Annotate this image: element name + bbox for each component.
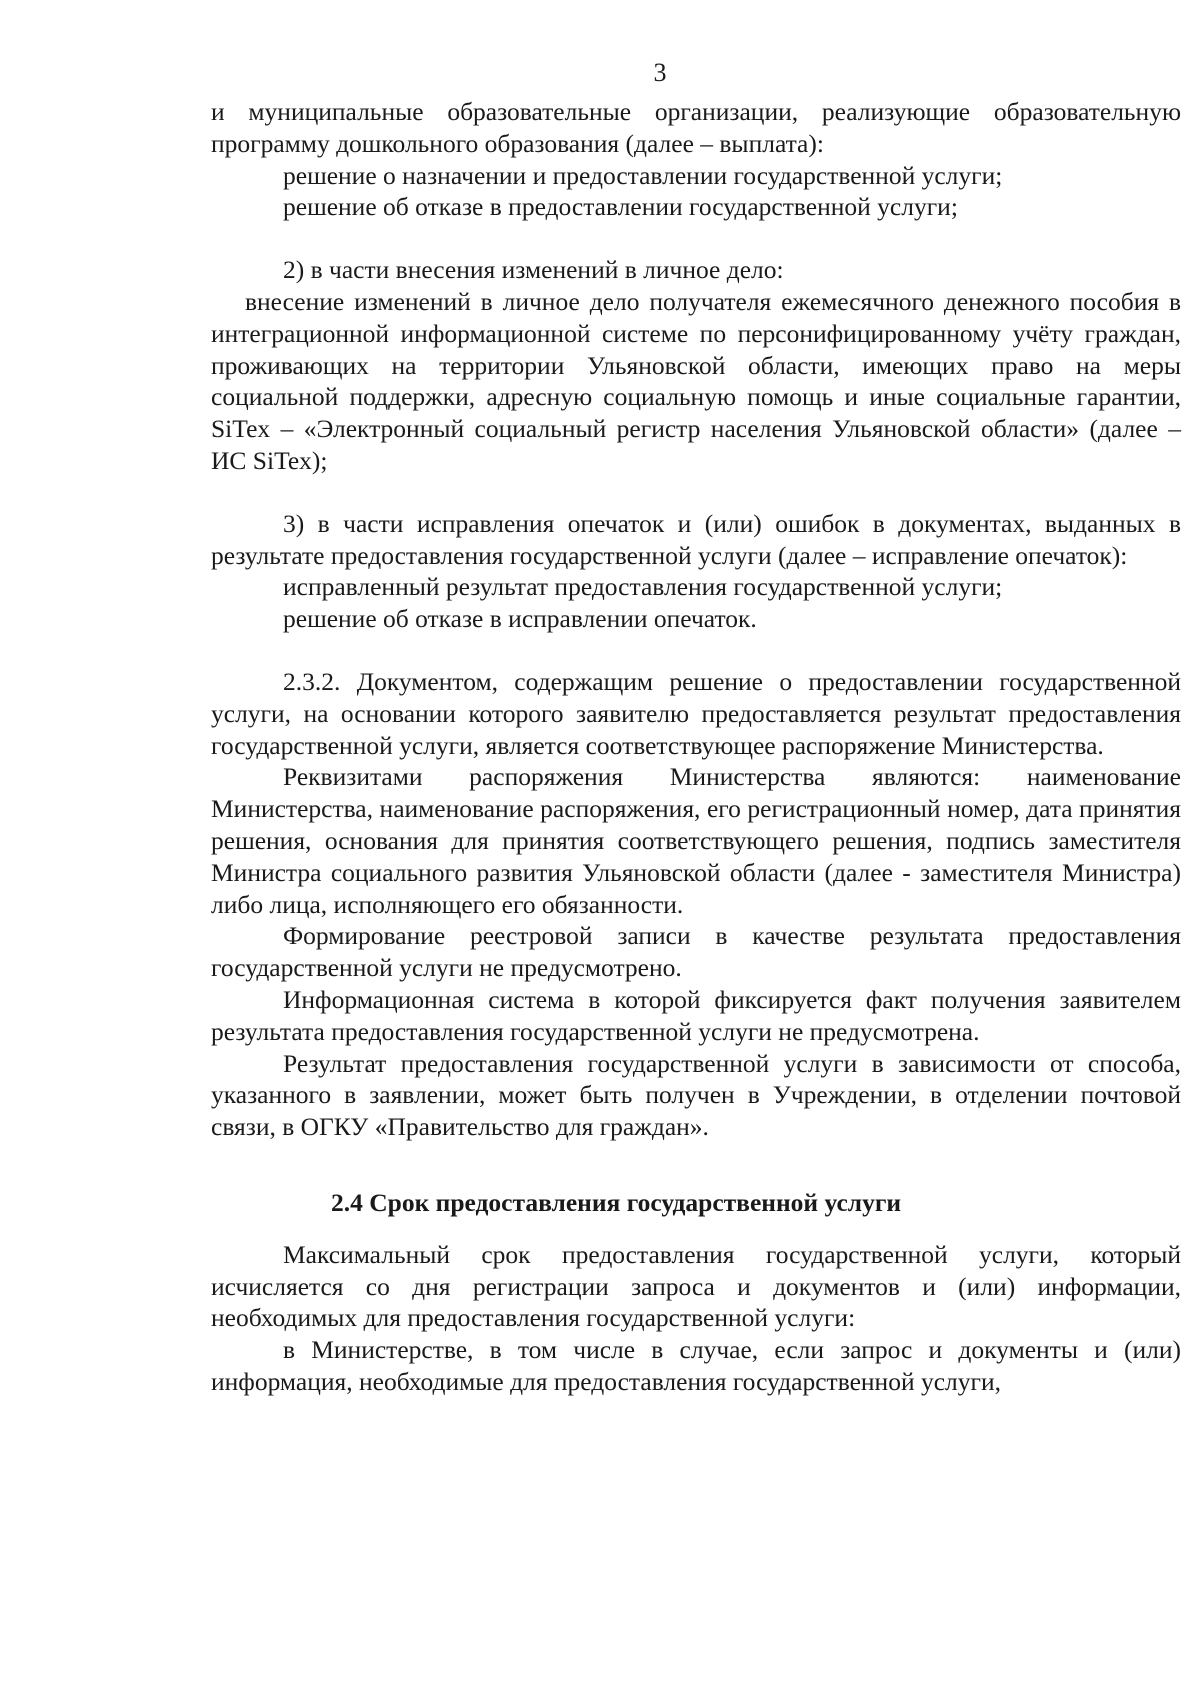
document-body <box>211 96 1181 1398</box>
page-number: 3 <box>653 58 667 87</box>
list-item: решение о назначении и предоставлении государственной услуги; <box>283 160 1003 190</box>
paragraph: в Министерстве, в том числе в случае, если запрос и документы и (или) информация, необходимые для предоставления государственной услуги, <box>211 1335 1181 1396</box>
paragraph: Результат предоставления государственной услуги в зависимости от способа, указанного в заявлении, может быть получен в Учреждении, в отделении почтовой связи, в ОГКУ «Правительство для граждан». <box>211 1048 1181 1142</box>
paragraph: и муниципальные образовательные организации, реализующие образовательную программу дошкольного образования (далее – выплата): <box>211 97 1181 158</box>
paragraph: Информационная система в которой фиксируется факт получения заявителем результата предоставления государственной услуги не предусмотрена. <box>211 984 1181 1046</box>
paragraph: внесение изменений в личное дело получателя ежемесячного денежного пособия в интеграционной информационной системе по персонифицированному учёту граждан, проживающих на территории Ульяновской области, имеющих право на меры социальной поддержки, адресную социальную помощь и иные социальные гарантии, SiTex – «Электронный социальный регистр населения Ульяновской области» (далее – ИС SiTex); <box>211 286 1181 475</box>
list-item: исправленный результат предоставления государственной услуги; <box>283 572 1003 602</box>
subsection-label: 2) в части внесения изменений в личное дело: <box>283 255 784 285</box>
paragraph: Формирование реестровой записи в качестве результата предоставления государственной услуги не предусмотрено. <box>211 921 1181 983</box>
paragraph: Максимальный срок предоставления государственной услуги, который исчисляется со дня регистрации запроса и документов и (или) информации, необходимых для предоставления государственной услуги: <box>211 1239 1181 1333</box>
section-heading: 2.4 Срок предоставления государственной услуги <box>331 1187 902 1217</box>
paragraph: 2.3.2. Документом, содержащим решение о предоставлении государственной услуги, на основании которого заявителю предоставляется результат предоставления государственной услуги, является соответствующее распоряжение Министерства. <box>211 666 1181 760</box>
paragraph: 3) в части исправления опечаток и (или) ошибок в документах, выданных в результате предоставления государственной услуги (далее – исправление опечаток): <box>211 508 1181 570</box>
paragraph: Реквизитами распоряжения Министерства являются: наименование Министерства, наименование распоряжения, его регистрационный номер, дата принятия решения, основания для принятия соответствующего решения, подпись заместителя Министра социального развития Ульяновской области (далее - заместителя Министра) либо лица, исполняющего его обязанности. <box>211 762 1181 919</box>
list-item: решение об отказе в предоставлении государственной услуги; <box>283 192 958 222</box>
list-item: решение об отказе в исправлении опечаток. <box>283 604 757 634</box>
